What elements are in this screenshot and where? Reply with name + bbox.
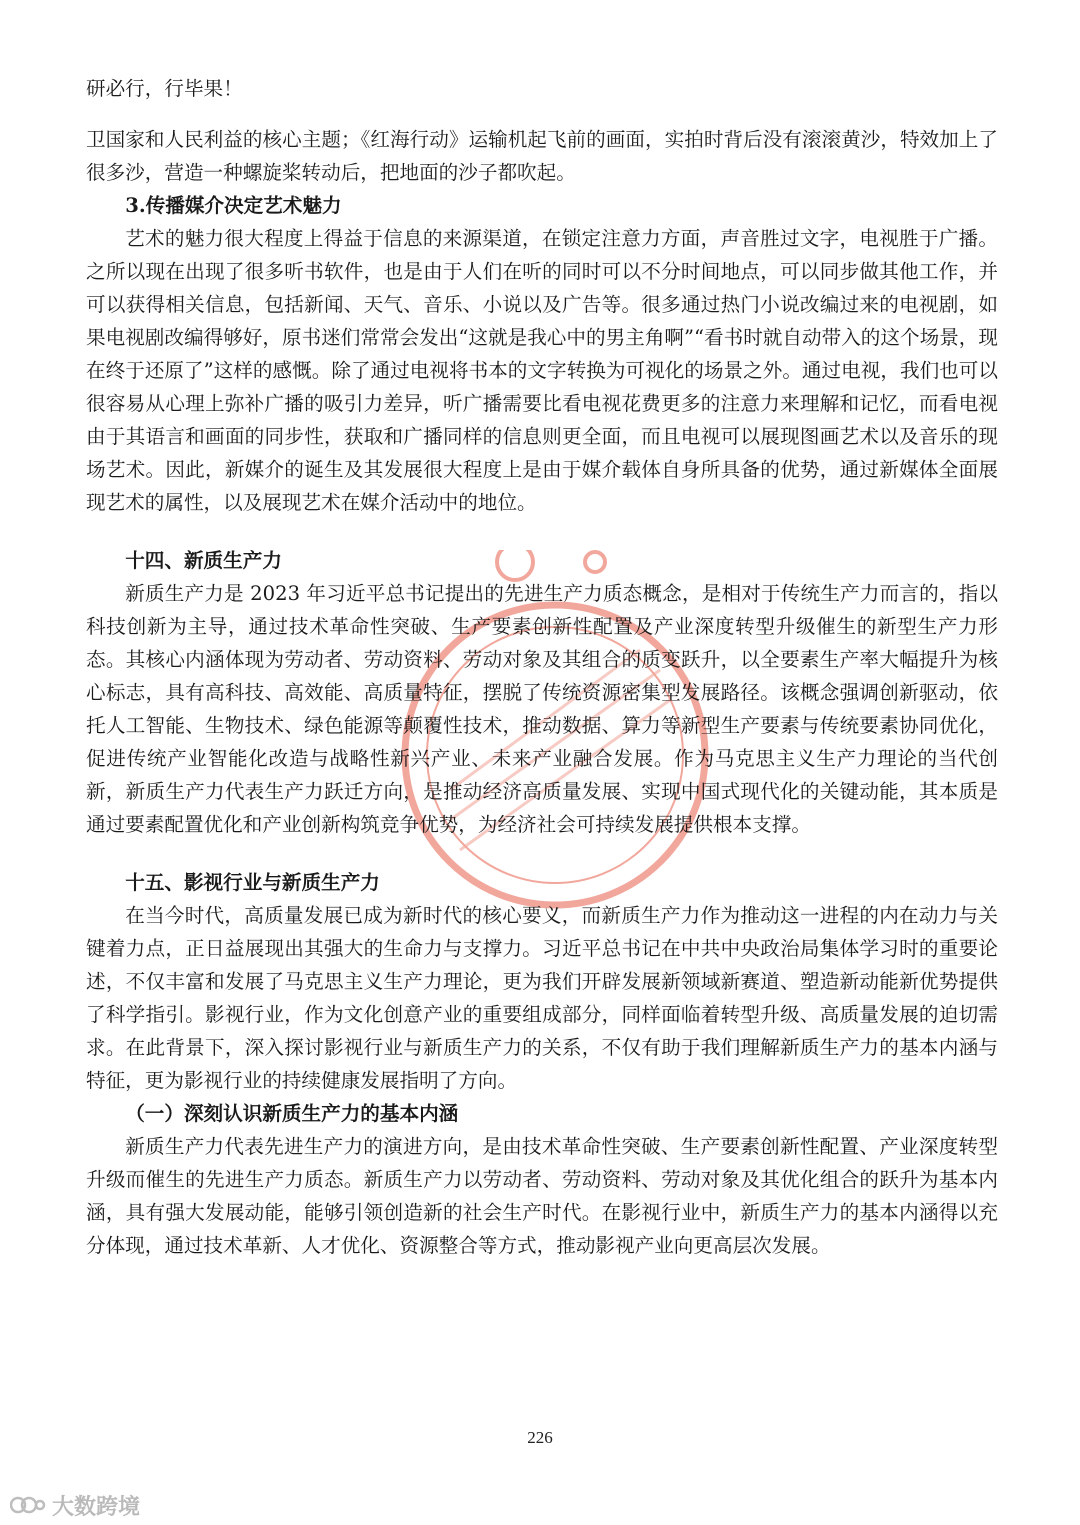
footer-brand-text: 大数跨境 [52, 1494, 141, 1520]
section-15-heading: 十五、影视行业与新质生产力 [125, 871, 380, 894]
footer-watermark [10, 1490, 140, 1520]
intro-paragraph: 卫国家和人民利益的核心主题；《红海行动》运输机起飞前的画面，实拍时背后没有滚滚黄沙，特效加上了很多沙，营造一种螺旋桨转动后，把地面的沙子都吹起。 [86, 128, 998, 184]
section-3-paragraph: 艺术的魅力很大程度上得益于信息的来源渠道，在锁定注意力方面，声音胜过文字，电视胜于广播。之所以现在出现了很多听书软件，也是由于人们在听的同时可以不分时间地点，可以同步做其他工作，并可以获得相关信息，包括新闻、天气、音乐、小说以及广告等。很多通过热门小说改编过来的电视剧，如果电视剧改编得够好，原书迷们常常会发出“这就是我心中的男主角啊”“看书时就自动带入的这个场景，现在终于还原了”这样的感慨。除了通过电视将书本的文字转换为可视化的场景之外。通过电视，我们也可以很容易从心理上弥补广播的吸引力差异，听广播需要比看电视花费更多的注意力来理解和记忆，而看电视由于其语言和画面的同步性，获取和广播同样的信息则更全面，而且电视可以展现图画艺术以及音乐的现场艺术。因此，新媒介的诞生及其发展很大程度上是由于媒介载体自身所具备的优势，通过新媒体全面展现艺术的属性，以及展现艺术在媒介活动中的地位。 [86, 227, 998, 514]
section-15-paragraph: 在当今时代，高质量发展已成为新时代的核心要义，而新质生产力作为推动这一进程的内在动力与关键着力点，正日益展现出其强大的生命力与支撑力。习近平总书记在中共中央政治局集体学习时的重要论述，不仅丰富和发展了马克思主义生产力理论，更为我们开辟发展新领域新赛道、塑造新动能新优势提供了科学指引。影视行业，作为文化创意产业的重要组成部分，同样面临着转型升级、高质量发展的迫切需求。在此背景下，深入探讨影视行业与新质生产力的关系，不仅有助于我们理解新质生产力的基本内涵与特征，更为影视行业的持续健康发展指明了方向。 [86, 904, 998, 1092]
brand-logo-icon [10, 1494, 46, 1516]
subsection-1-paragraph: 新质生产力代表先进生产力的演进方向，是由技术革命性突破、生产要素创新性配置、产业深度转型升级而催生的先进生产力质态。新质生产力以劳动者、劳动资料、劳动对象及其优化组合的跃升为基本内涵，具有强大发展动能，能够引领创造新的社会生产时代。在影视行业中，新质生产力的基本内涵得以充分体现，通过技术革新、人才优化、资源整合等方式，推动影视产业向更高层次发展。 [86, 1135, 998, 1257]
section-14-paragraph: 新质生产力是 2023 年习近平总书记提出的先进生产力质态概念，是相对于传统生产力而言的，指以科技创新为主导，通过技术革命性突破、生产要素创新性配置及产业深度转型升级催生的新型生产力形态。其核心内涵体现为劳动者、劳动资料、劳动对象及其组合的质变跃升，以全要素生产率大幅提升为核心标志，具有高科技、高效能、高质量特征，摆脱了传统资源密集型发展路径。该概念强调创新驱动，依托人工智能、生物技术、绿色能源等颠覆性技术，推动数据、算力等新型生产要素与传统要素协同优化，促进传统产业智能化改造与战略性新兴产业、未来产业融合发展。作为马克思主义生产力理论的当代创新，新质生产力代表生产力跃迁方向，是推动经济高质量发展、实现中国式现代化的关键动能，其本质是通过要素配置优化和产业创新构筑竞争优势，为经济社会可持续发展提供根本支撑。 [86, 582, 998, 836]
top-line: 研必行，行毕果！ [86, 77, 243, 100]
section-14-heading: 十四、新质生产力 [125, 549, 282, 572]
document-body [86, 72, 998, 1262]
subsection-1-heading: （一）深刻认识新质生产力的基本内涵 [125, 1102, 459, 1125]
page-number: 226 [527, 1428, 553, 1447]
section-3-heading: 3.传播媒介决定艺术魅力 [125, 194, 342, 217]
